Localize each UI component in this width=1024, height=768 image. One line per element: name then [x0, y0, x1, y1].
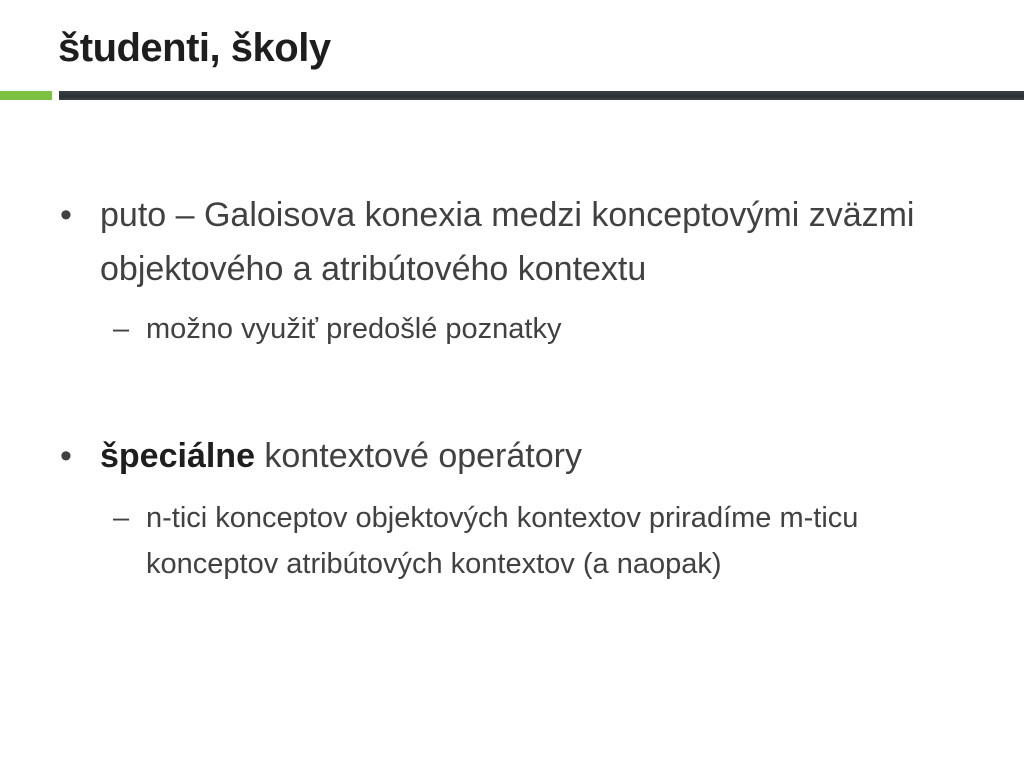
bullet-regular-text: kontextové operátory	[254, 437, 582, 475]
bullet-item-2	[60, 429, 980, 483]
sub-bullet-marker: –	[113, 313, 130, 345]
sub-bullet-text: n-tici konceptov objektových kontextov priradíme m-ticu konceptov atribútových kontextov (a naopak)	[146, 502, 859, 580]
bullet-item-1	[60, 188, 980, 296]
title-accent-bar	[0, 91, 52, 100]
bullet-marker: •	[60, 196, 72, 234]
slide-title: študenti, školy	[58, 26, 331, 70]
sub-bullet-item-1	[113, 306, 993, 352]
sub-bullet-item-2	[113, 495, 993, 587]
bullet-text	[100, 429, 980, 483]
title-divider-bar	[59, 91, 1024, 100]
bullet-bold-text: špeciálne	[100, 437, 255, 475]
bullet-text: puto – Galoisova konexia medzi konceptovými zväzmi objektového a atribútového kontextu	[100, 196, 915, 288]
sub-bullet-text: možno využiť predošlé poznatky	[146, 313, 562, 345]
sub-bullet-marker: –	[113, 502, 130, 534]
bullet-marker: •	[60, 437, 72, 475]
